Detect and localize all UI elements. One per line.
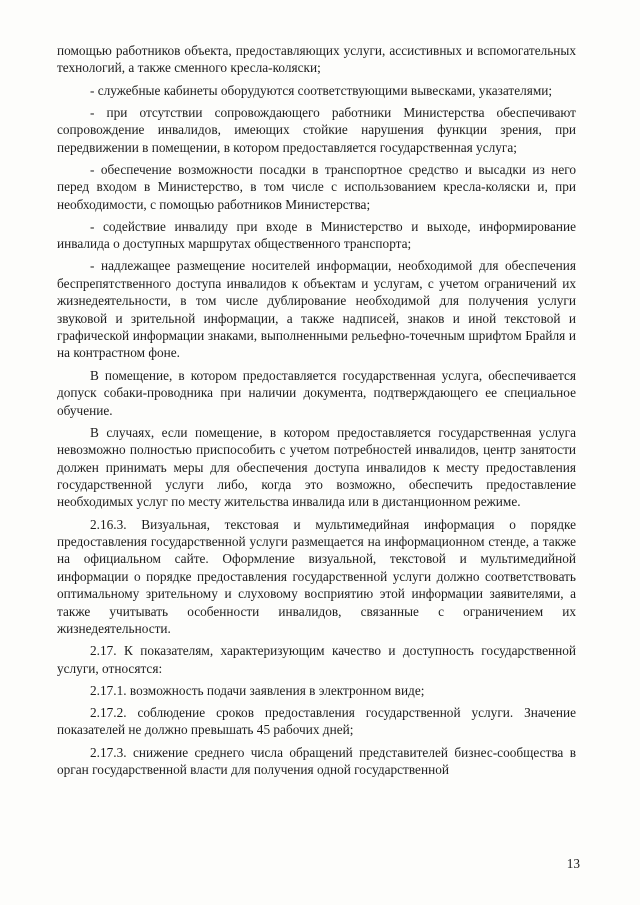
paragraph-assistive-technologies: помощью работников объекта, предоставляющих услуги, ассистивных и вспомогательных технологий, а также сменного кресла-коляски; — [57, 43, 576, 76]
paragraph-escort-visually-impaired: - при отсутствии сопровождающего работники Министерства обеспечивают сопровождение инвалидов, имеющих стойкие нарушения функции зрения, при передвижении в помещении, в котором предоставляется государственная услуга; — [57, 104, 576, 155]
paragraph-guide-dog: В помещение, в котором предоставляется государственная услуга, обеспечивается допуск собаки-проводника при наличии документа, подтверждающего ее специальное обучение. — [57, 367, 576, 418]
paragraph-2-16-3: 2.16.3. Визуальная, текстовая и мультимедийная информация о порядке предоставления государственной услуги размещается на информационном стенде, а также на официальном сайте. Оформление визуальной, текстовой и мультимедийной информации о порядке предоставления государственной услуги должно соответствовать оптимальному зрительному и слуховому восприятию этой информации заявителями, а также учитывать особенности инвалидов, связанные с ограничением их жизнедеятельности. — [57, 516, 576, 636]
paragraph-2-17: 2.17. К показателям, характеризующим качество и доступность государственной услуги, относятся: — [57, 643, 576, 676]
paragraph-entry-assistance: - содействие инвалиду при входе в Министерство и выходе, информирование инвалида о доступных маршрутах общественного транспорта; — [57, 218, 576, 252]
paragraph-transport-boarding: - обеспечение возможности посадки в транспортное средство и высадки из него перед входом в Министерство, в том числе с использованием кресла-коляски и, при необходимости, с помощью работников Министерства; — [57, 161, 576, 212]
paragraph-2-17-1: 2.17.1. возможность подачи заявления в электронном виде; — [90, 682, 425, 698]
paragraph-office-signs: - служебные кабинеты оборудуются соответствующими вывесками, указателями; — [90, 82, 553, 98]
paragraph-premises-adaptation: В случаях, если помещение, в котором предоставляется государственная услуга невозможно полностью приспособить с учетом потребностей инвалидов, центр занятости должен принимать меры для обеспечения доступа инвалидов к месту предоставления государственной услуги либо, когда это возможно, обеспечить предоставление необходимых услуг по месту жительства инвалида или в дистанционном режиме. — [57, 424, 576, 510]
document-body — [57, 42, 576, 783]
paragraph-information-placement: - надлежащее размещение носителей информации, необходимой для обеспечения беспрепятственного доступа инвалидов к объектам и услугам, с учетом ограничений их жизнедеятельности, в том числе дублирование необходимой для получения услуги звуковой и зрительной информации, а также надписей, знаков и иной текстовой и графической информации знаками, выполненными рельефно-точечным шрифтом Брайля и на контрастном фоне. — [57, 258, 576, 361]
paragraph-2-17-2: 2.17.2. соблюдение сроков предоставления государственной услуги. Значение показателей не должно превышать 45 рабочих дней; — [57, 704, 576, 738]
paragraph-2-17-3: 2.17.3. снижение среднего числа обращений представителей бизнес-сообщества в орган государственной власти для получения одной государственной — [57, 744, 576, 777]
page-number: 13 — [566, 856, 580, 871]
